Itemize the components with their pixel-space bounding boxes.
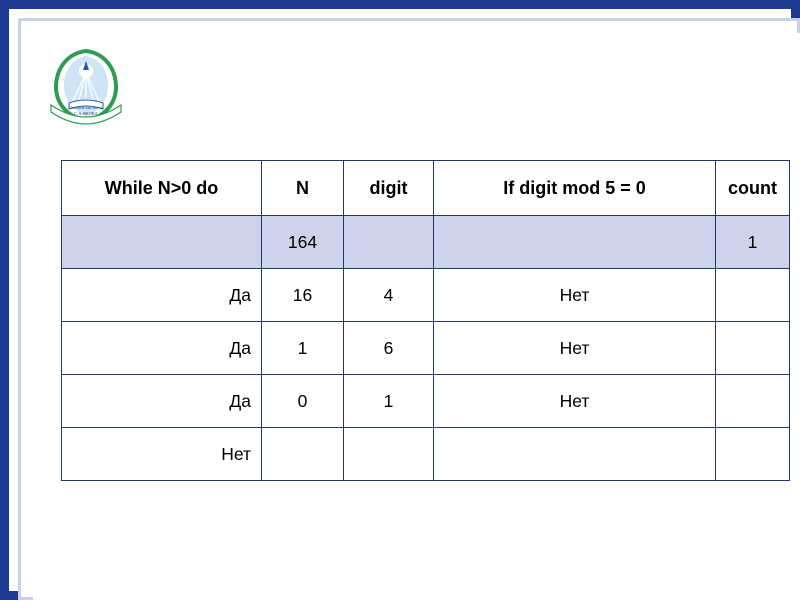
- table-row: [62, 428, 790, 481]
- column-header-check: If digit mod 5 = 0: [434, 161, 716, 216]
- cell-condition: Нет: [62, 428, 262, 481]
- cell-n: 16: [262, 269, 344, 322]
- cell-digit: 4: [344, 269, 434, 322]
- column-header-digit: digit: [344, 161, 434, 216]
- university-emblem-icon: [45, 43, 127, 135]
- cell-condition: [62, 216, 262, 269]
- table-row: [62, 269, 790, 322]
- cell-digit: [344, 216, 434, 269]
- table-header-row: [62, 161, 790, 216]
- emblem-caption: [45, 105, 127, 116]
- cell-condition: Да: [62, 269, 262, 322]
- column-header-n: N: [262, 161, 344, 216]
- emblem-caption-line2: С.А.ЯКОВА: [74, 110, 98, 116]
- cell-digit: 6: [344, 322, 434, 375]
- table-row: [62, 322, 790, 375]
- cell-check: Нет: [434, 269, 716, 322]
- cell-count: [716, 269, 790, 322]
- cell-count: [716, 428, 790, 481]
- cell-condition: Да: [62, 322, 262, 375]
- column-header-count: count: [716, 161, 790, 216]
- cell-condition: Да: [62, 375, 262, 428]
- slide-canvas: [33, 33, 800, 609]
- cell-check: Нет: [434, 375, 716, 428]
- trace-table-wrapper: [61, 160, 789, 481]
- cell-n: 0: [262, 375, 344, 428]
- cell-count: [716, 375, 790, 428]
- cell-n: 164: [262, 216, 344, 269]
- cell-n: [262, 428, 344, 481]
- table-row: [62, 375, 790, 428]
- cell-check: [434, 428, 716, 481]
- cell-digit: 1: [344, 375, 434, 428]
- trace-table: [61, 160, 790, 481]
- table-row: [62, 216, 790, 269]
- emblem-caption-line1: Омский институт: [68, 105, 104, 110]
- cell-n: 1: [262, 322, 344, 375]
- slide-inner-border: [18, 18, 800, 600]
- cell-check: [434, 216, 716, 269]
- cell-check: Нет: [434, 322, 716, 375]
- column-header-condition: While N>0 do: [62, 161, 262, 216]
- cell-digit: [344, 428, 434, 481]
- cell-count: [716, 322, 790, 375]
- cell-count: 1: [716, 216, 790, 269]
